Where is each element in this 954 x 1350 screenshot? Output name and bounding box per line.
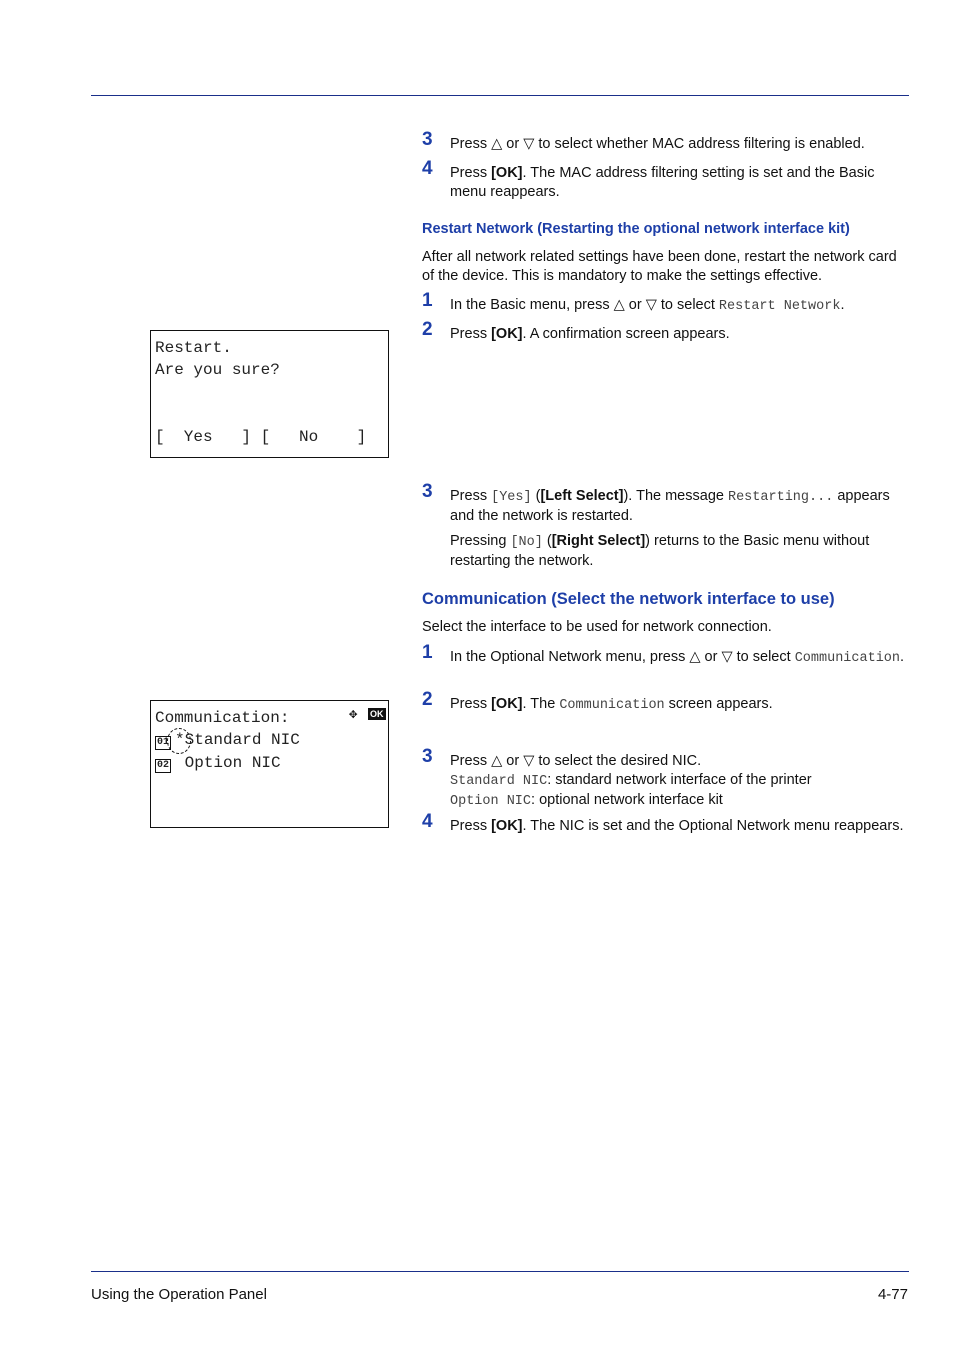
step-mac-4	[422, 158, 910, 202]
lcd-option-standard: 01 *Standard NIC	[157, 731, 300, 749]
step-number: 4	[422, 811, 433, 832]
section-heading-restart: Restart Network (Restarting the optional network interface kit)	[422, 221, 850, 237]
step-number: 2	[422, 689, 433, 710]
lcd-option-option: 02 Option NIC	[157, 754, 281, 772]
bottom-rule	[91, 1271, 909, 1272]
footer-title: Using the Operation Panel	[91, 1286, 267, 1303]
ok-icon: OK	[370, 709, 384, 719]
step-number: 1	[422, 642, 433, 663]
lcd-select-line: [ Yes ] [ No ]	[155, 428, 367, 446]
step-restart-2: 2 Press [OK]. A confirmation screen appears.	[422, 319, 730, 342]
arrows-icon: ✥	[349, 707, 358, 723]
step-number: 3	[422, 481, 433, 502]
selection-cursor-icon	[167, 728, 191, 754]
step-text: Press [OK]. The MAC address filtering setting is set and the Basic menu reappears.	[450, 165, 875, 200]
lcd-line: Restart.	[155, 339, 232, 357]
restart-intro: After all network related settings have been done, restart the network card of the device. This is mandatory to make the settings effective.	[422, 249, 897, 284]
step-restart-3: 3 Press [Yes] ([Left Select]). The message Restarting... appears and the network is restarted. Pressing [No] ([Right Select]) returns to the Basic menu without restarting the network.	[422, 481, 890, 569]
step-number: 3	[422, 746, 433, 767]
step-comm-2: 2 Press [OK]. The Communication screen appears.	[422, 689, 773, 713]
communication-intro: Select the interface to be used for network connection.	[422, 619, 772, 635]
lcd-restart-screen	[150, 330, 389, 458]
top-rule	[91, 95, 909, 96]
step-comm-1: 1 In the Optional Network menu, press △ or ▽ to select Communication.	[422, 642, 905, 666]
step-mac-3	[422, 129, 910, 154]
step-number: 4	[422, 158, 433, 179]
number-badge: 02	[157, 760, 170, 771]
number-badge: 01	[157, 737, 170, 748]
lcd-title: Communication:	[155, 709, 290, 727]
step-comm-3: 3 Press △ or ▽ to select the desired NIC. Standard NIC: standard network interface of the printer Option NIC: optional network interface kit	[422, 746, 812, 809]
lcd-communication-screen	[150, 700, 389, 828]
step-text: Press △ or ▽ to select whether MAC address filtering is enabled.	[450, 136, 865, 152]
step-restart-1: 1 In the Basic menu, press △ or ▽ to select Restart Network.	[422, 290, 845, 314]
lcd-line: Are you sure?	[155, 361, 280, 379]
page-number: 4-77	[877, 1286, 908, 1303]
section-heading-communication: Communication (Select the network interface to use)	[422, 590, 835, 608]
step-number: 3	[422, 129, 433, 150]
step-number: 1	[422, 290, 433, 311]
step-number: 2	[422, 319, 433, 340]
step-comm-4: 4 Press [OK]. The NIC is set and the Optional Network menu reappears.	[422, 811, 904, 834]
